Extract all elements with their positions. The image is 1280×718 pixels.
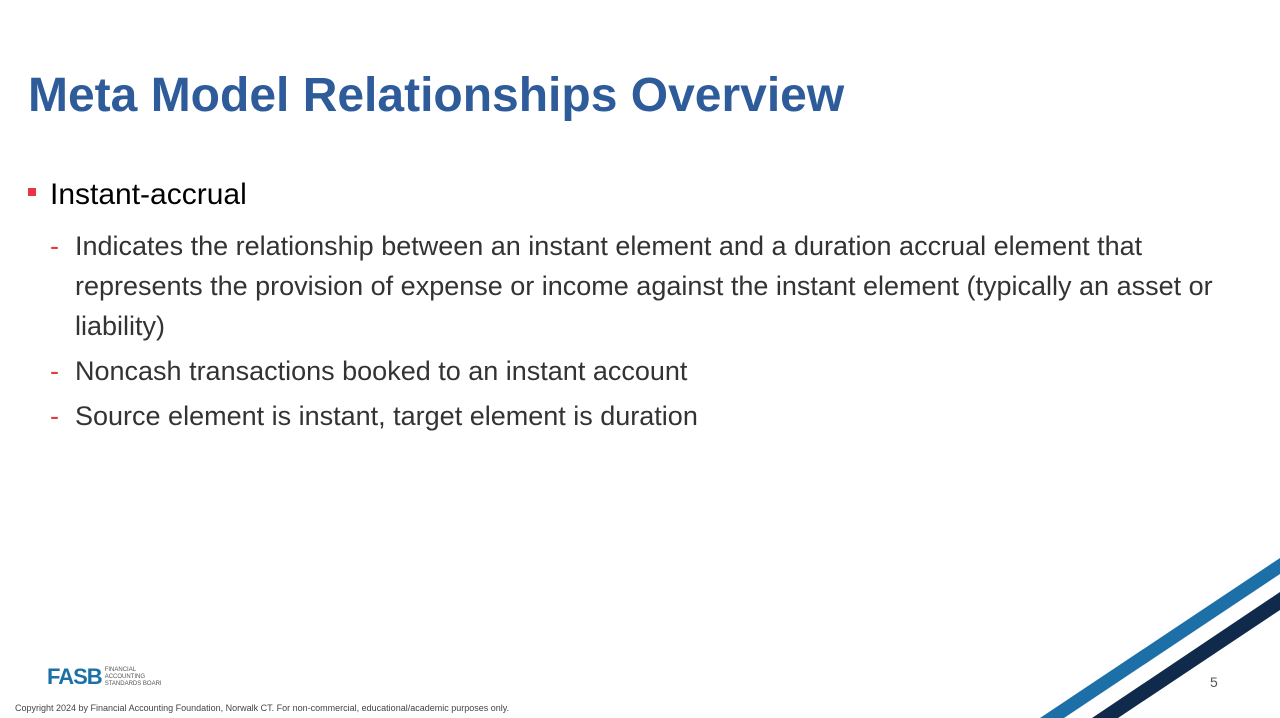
stripe-light [1040,558,1280,718]
square-bullet-icon [28,188,36,196]
logo-line: FINANCIAL [104,666,137,673]
fasb-logo [47,664,162,690]
sub-bullet-item [50,396,1220,436]
sub-bullet-item [50,351,1220,391]
sub-bullet-item [50,226,1220,346]
decorative-stripes [1040,558,1280,718]
dash-marker: - [50,231,59,261]
logo-line: ACCOUNTING [104,673,146,680]
logo-line: STANDARDS BOARI [104,680,162,687]
sub-bullet-text: Noncash transactions booked to an instant account [75,356,688,386]
stripe-dark [1092,592,1280,718]
dash-marker: - [50,401,59,431]
bullet-instant-accrual [28,178,247,212]
logo-wordmark [105,667,162,688]
bullet-label: Instant-accrual [50,178,247,211]
dash-marker: - [50,356,59,386]
slide-title: Meta Model Relationships Overview [28,69,845,122]
copyright-notice: Copyright 2024 by Financial Accounting Foundation, Norwalk CT. For non-commercial, educational/academic purposes only. [15,703,510,713]
sub-bullet-text: Source element is instant, target element is duration [75,401,698,431]
logo-mark: FASB [47,664,102,689]
page-number: 5 [1210,674,1218,690]
sub-bullet-list [50,226,1220,441]
sub-bullet-text: Indicates the relationship between an instant element and a duration accrual element that represents the provision of expense or income against the instant element (typically an asset or liability) [75,231,1213,341]
